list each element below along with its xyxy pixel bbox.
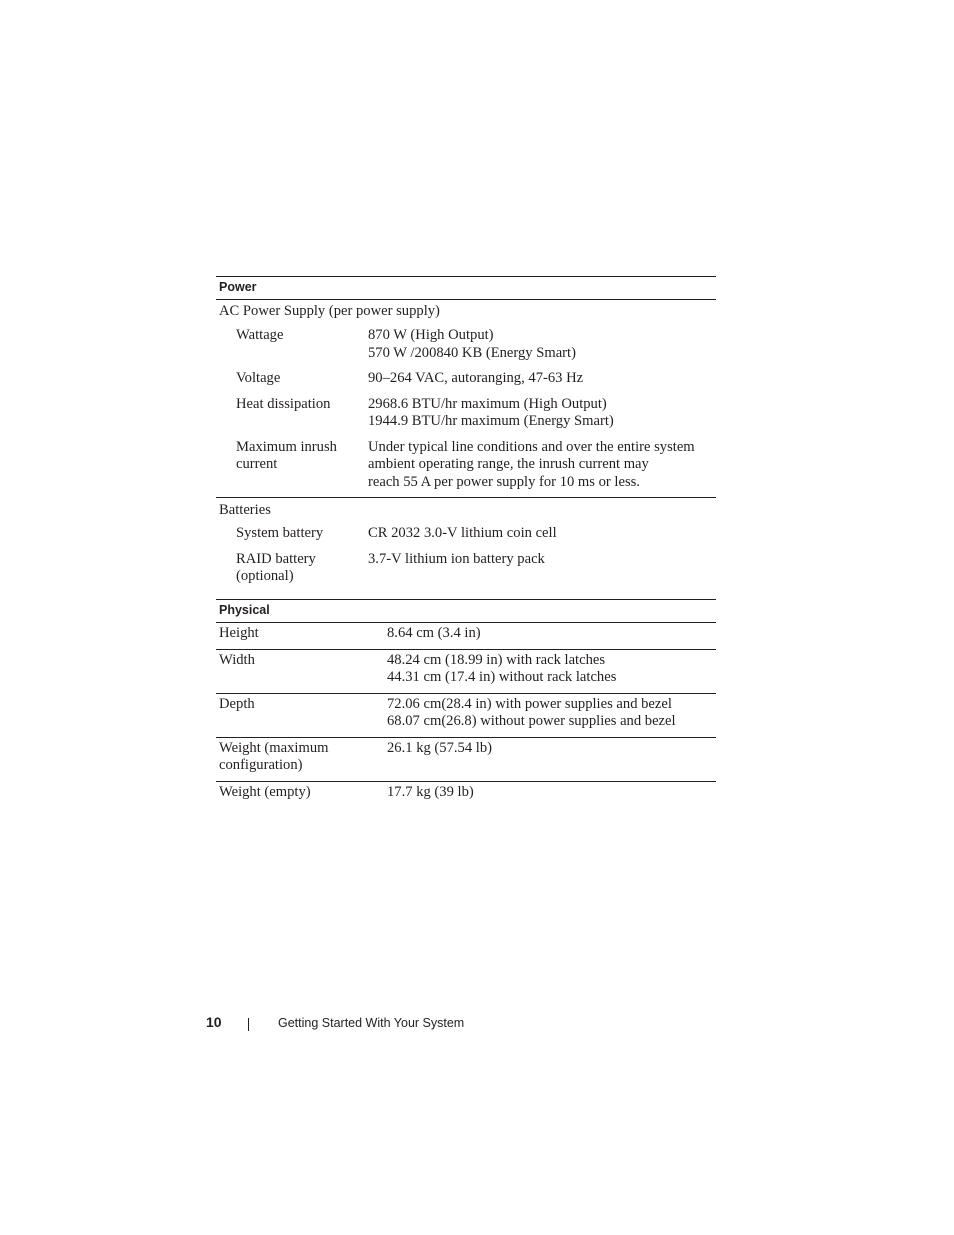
ac-power-supply-group — [216, 301, 716, 498]
spec-value: 26.1 kg (57.54 lb) — [387, 739, 492, 756]
spec-row-voltage — [216, 370, 716, 388]
ac-power-supply-label: AC Power Supply (per power supply) — [219, 303, 440, 319]
spec-label: Depth — [219, 695, 255, 712]
spec-row-maximum-inrush-current — [216, 439, 716, 492]
spec-row-width — [216, 650, 716, 694]
spec-row-system-battery — [216, 525, 716, 543]
spec-value: Under typical line conditions and over the entire system ambient operating range, the inrush current may reach 55 A per power supply for 10 ms or less. — [368, 438, 695, 490]
spec-row-heat-dissipation — [216, 396, 716, 431]
spec-row-wattage — [216, 327, 716, 362]
spec-value: 90–264 VAC, autoranging, 47-63 Hz — [368, 370, 584, 386]
spec-row-depth — [216, 694, 716, 738]
physical-section — [216, 599, 716, 807]
spec-row-weight-maximum — [216, 738, 716, 782]
spec-label: Wattage — [236, 327, 284, 343]
spec-label: System battery — [236, 525, 324, 541]
power-section-title: Power — [216, 276, 716, 300]
spec-label: Heat dissipation — [236, 395, 331, 412]
spec-value: 48.24 cm (18.99 in) with rack latches 44.31 cm (17.4 in) without rack latches — [387, 651, 617, 685]
power-section — [216, 276, 716, 592]
spec-value: 8.64 cm (3.4 in) — [387, 625, 481, 641]
spec-row-height — [216, 623, 716, 650]
spec-label: Width — [219, 651, 255, 668]
spec-row-weight-empty — [216, 782, 716, 808]
spec-value: 870 W (High Output) 570 W /200840 KB (Energy Smart) — [368, 327, 576, 361]
batteries-group — [216, 499, 716, 592]
spec-label: Voltage — [236, 370, 281, 386]
page-number: 10 — [206, 1014, 222, 1030]
spec-label: RAID battery (optional) — [236, 550, 316, 584]
spec-value: 72.06 cm(28.4 in) with power supplies and bezel 68.07 cm(26.8) without power supplies and bezel — [387, 695, 676, 729]
spec-value: 17.7 kg (39 lb) — [387, 783, 474, 800]
spec-label: Weight (empty) — [219, 783, 311, 800]
batteries-label: Batteries — [219, 502, 271, 518]
spec-label: Weight (maximum configuration) — [219, 739, 329, 773]
spec-value: CR 2032 3.0-V lithium coin cell — [368, 525, 557, 541]
physical-section-title: Physical — [216, 599, 716, 623]
footer-divider — [248, 1018, 249, 1031]
spec-label: Maximum inrush current — [236, 438, 337, 472]
spec-row-raid-battery — [216, 551, 716, 586]
spec-label: Height — [219, 625, 259, 641]
spec-value: 3.7-V lithium ion battery pack — [368, 550, 545, 567]
spec-value: 2968.6 BTU/hr maximum (High Output) 1944.9 BTU/hr maximum (Energy Smart) — [368, 395, 614, 429]
footer-title: Getting Started With Your System — [278, 1016, 465, 1030]
page-footer — [206, 1014, 606, 1036]
